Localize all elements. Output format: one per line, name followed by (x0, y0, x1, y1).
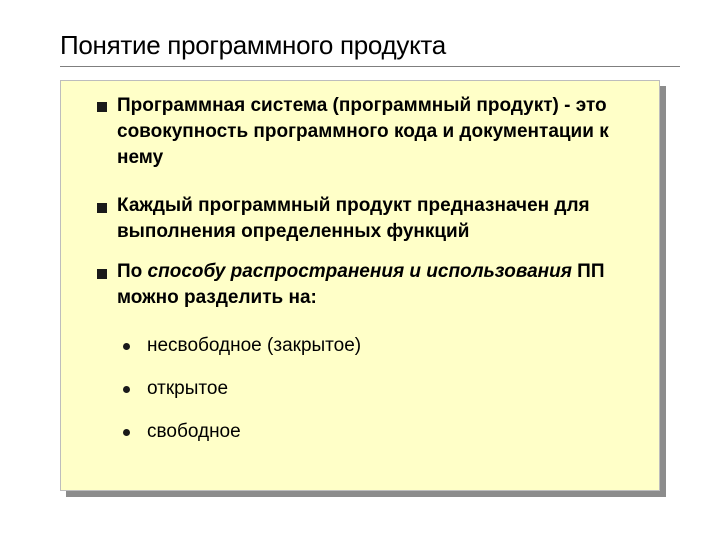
title-underline (60, 66, 680, 67)
bullet-text-emphasis: способу распространения и использования (147, 261, 572, 282)
bullet-item-classification (117, 259, 647, 311)
bullet-text-line: можно разделить на: (117, 287, 317, 308)
bullet-text-line: Каждый программный продукт предназначен для (117, 195, 590, 216)
bullet-text-line: Программная система (программный продукт) - это (117, 95, 607, 116)
bullet-item-purpose (117, 193, 647, 245)
bullet-text-line: нему (117, 147, 164, 168)
bullet-text-line: выполнения определенных функций (117, 221, 470, 242)
bullet-item-definition (117, 93, 647, 171)
slide-title: Понятие программного продукта (60, 30, 446, 60)
bullet-text-line: совокупность программного кода и документации к (117, 121, 609, 142)
square-bullet-icon (97, 102, 107, 112)
round-bullet-icon (123, 386, 130, 393)
round-bullet-icon (123, 343, 130, 350)
round-bullet-icon (123, 429, 130, 436)
square-bullet-icon (97, 269, 107, 279)
bullet-text-tail: ПП (571, 261, 605, 282)
subitem-open: открытое (147, 378, 229, 399)
square-bullet-icon (97, 203, 107, 213)
subitem-proprietary: несвободное (закрытое) (147, 335, 362, 356)
content-panel (60, 80, 660, 491)
bullet-text-lead: По (117, 261, 148, 282)
subitem-free: свободное (147, 421, 241, 442)
